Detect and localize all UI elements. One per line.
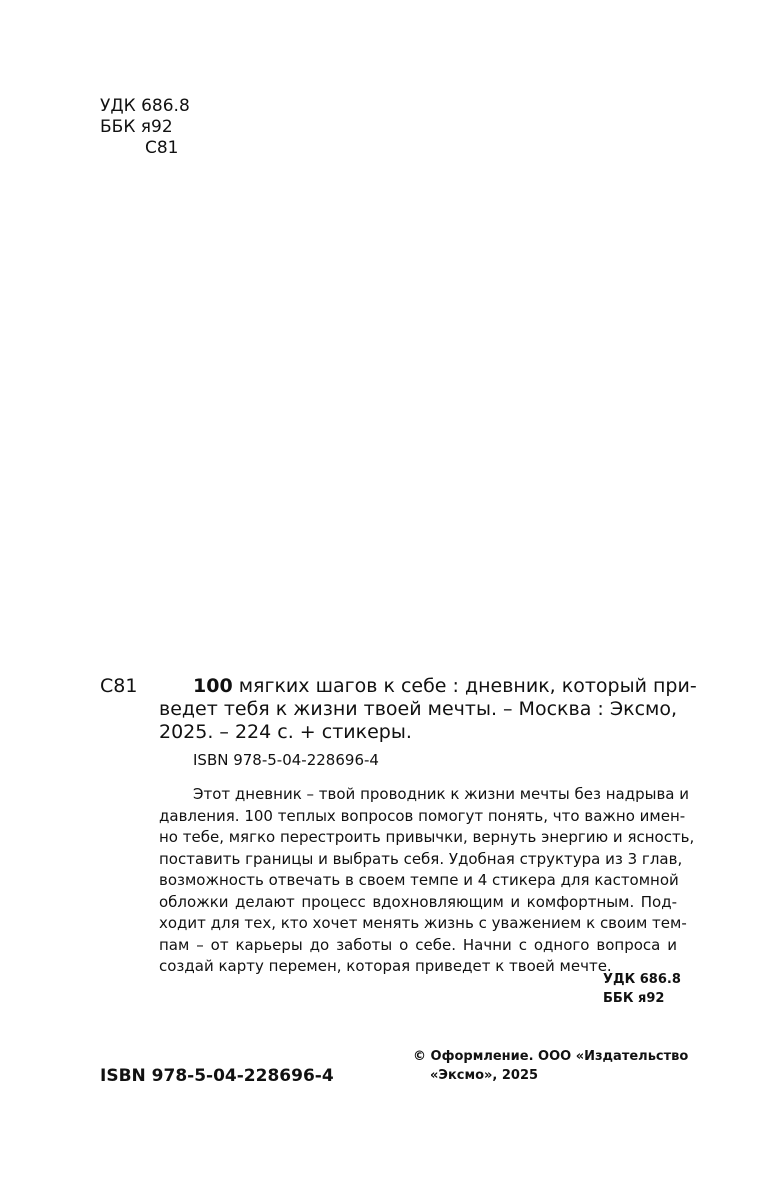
annotation-line: обложки делают процесс вдохновляющим и комфортным. Под- xyxy=(159,892,677,911)
entry-author-mark: С81 xyxy=(100,675,138,697)
entry-publisher-line: ведет тебя к жизни твоей мечты. – Москва : Эксмо, xyxy=(159,698,678,720)
footer-isbn: ISBN 978-5-04-228696-4 xyxy=(100,1066,334,1086)
annotation-line: пам – от карьеры до заботы о себе. Начни с одного вопроса и xyxy=(159,935,677,954)
author-mark: С81 xyxy=(145,138,179,158)
udk-code-bottom: УДК 686.8 xyxy=(603,972,681,987)
copyright-line: «Эксмо», 2025 xyxy=(430,1068,539,1083)
annotation-line: возможность отвечать в своем темпе и 4 стикера для кастомной xyxy=(159,871,679,889)
annotation-line: ходит для тех, кто хочет менять жизнь с уважением к своим тем- xyxy=(159,914,687,932)
bbk-code-bottom: ББК я92 xyxy=(603,991,665,1006)
annotation-line: но тебе, мягко перестроить привычки, вернуть энергию и ясность, xyxy=(159,828,695,846)
bbk-code: ББК я92 xyxy=(100,117,173,137)
annotation-line: давления. 100 теплых вопросов помогут понять, что важно имен- xyxy=(159,806,686,825)
copyright-line: © Оформление. ООО «Издательство xyxy=(413,1049,689,1064)
annotation xyxy=(159,784,695,978)
title-text: мягких шагов к себе : дневник, который при- xyxy=(232,675,697,697)
annotation-line: поставить границы и выбрать себя. Удобная структура из 3 глав, xyxy=(159,849,683,868)
udk-code: УДК 686.8 xyxy=(100,96,190,116)
annotation-line: создай карту перемен, которая приведет к твоей мечте. xyxy=(159,957,612,975)
entry-extent-line: 2025. – 224 с. + стикеры. xyxy=(159,721,412,743)
title-number: 100 xyxy=(193,675,233,697)
entry-isbn: ISBN 978-5-04-228696-4 xyxy=(193,751,379,769)
annotation-line: Этот дневник – твой проводник к жизни мечты без надрыва и xyxy=(193,785,689,803)
